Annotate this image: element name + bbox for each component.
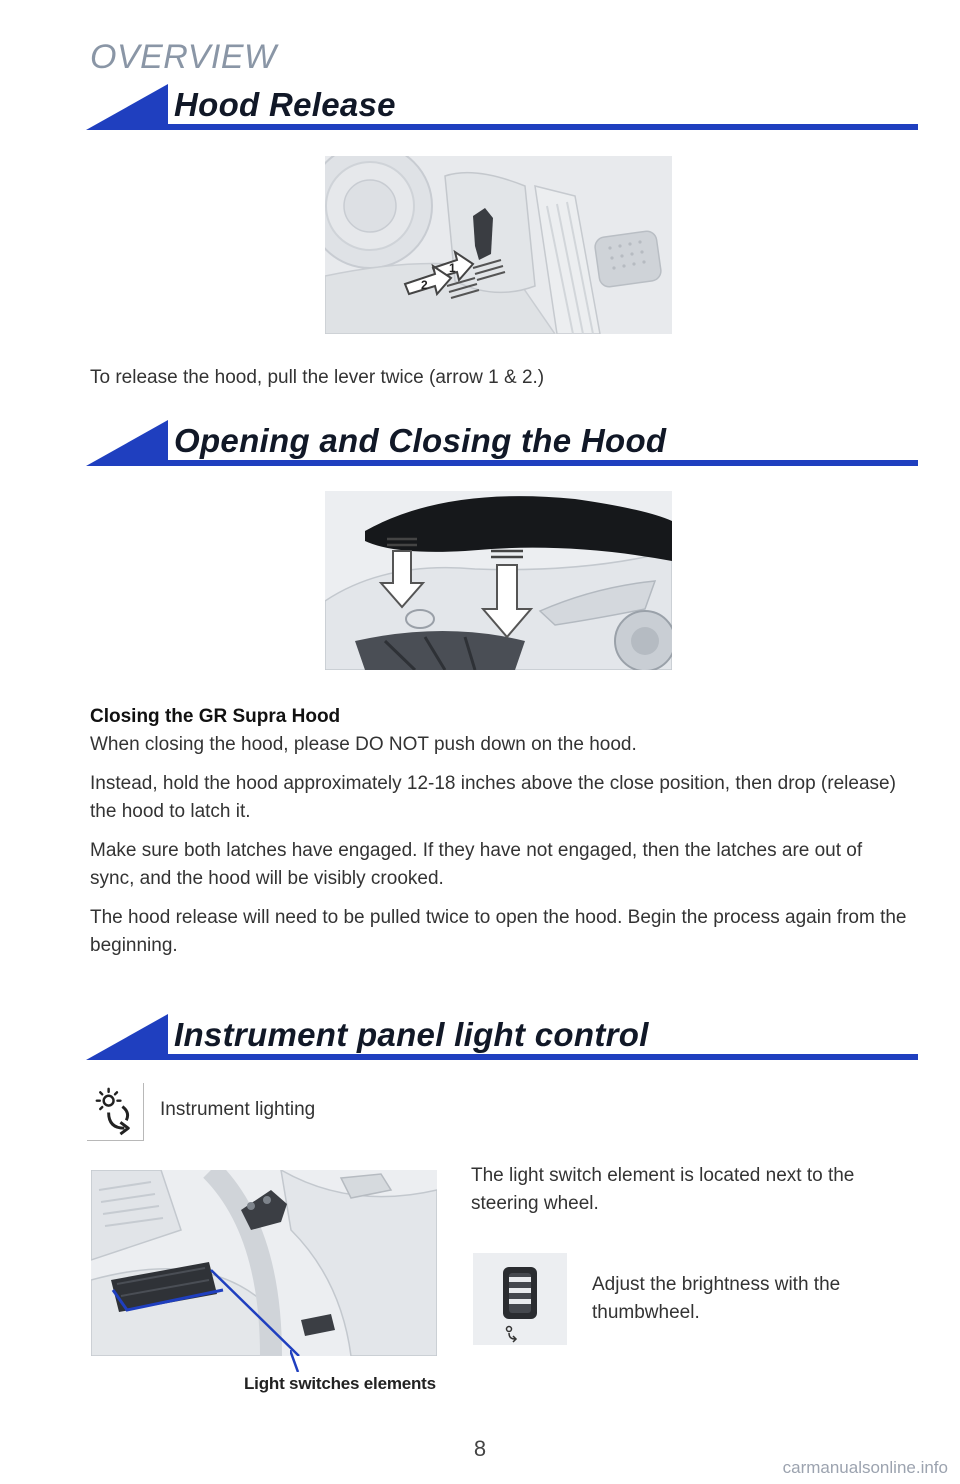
paragraph: The hood release will need to be pulled twice to open the hood. Begin the process again from the beginning. [90,907,907,956]
instrument-lighting-label: Instrument lighting [160,1099,316,1120]
header-accent [86,1014,168,1060]
section-title: Instrument panel light control [174,1016,649,1053]
hood-release-lever-figure [325,156,672,334]
watermark: carmanualsonline.info [782,1458,948,1477]
thumbwheel-text: Adjust the brightness with the thumbwheel. [592,1274,841,1323]
car-hood-illustration [325,491,672,670]
paragraph: Make sure both latches have engaged. If they have not engaged, then the latches are out of sync, and the hood will be visibly crooked. [90,840,863,889]
closing-subhead: Closing the GR Supra Hood [90,706,341,727]
section-header-hood-release [86,84,918,130]
arrow-label-1: 1 [449,261,456,275]
dashboard-illustration [91,1170,437,1356]
thumbwheel-figure [473,1253,567,1345]
section-title: Hood Release [174,86,396,123]
light-switch-location-text: The light switch element is located next to the steering wheel. [471,1165,855,1214]
instrument-lighting-icon [87,1083,144,1141]
hood-closing-figure [325,491,672,670]
page-header: OVERVIEW [90,38,277,76]
instrument-lighting-symbol [87,1083,143,1140]
arrow-label-2: 2 [421,278,428,292]
header-rule [164,124,918,130]
thumbwheel-illustration [473,1253,567,1345]
header-rule [164,1054,918,1060]
hood-release-illustration [325,156,672,334]
section-header-opening-closing [86,420,918,466]
section-header-instrument-panel [86,1014,918,1060]
header-rule [164,460,918,466]
closing-instructions [90,703,910,971]
header-accent [86,420,168,466]
header-accent [86,84,168,130]
page-number: 8 [473,1436,487,1461]
light-switches-callout: Light switches elements [244,1374,436,1393]
section-title: Opening and Closing the Hood [174,422,667,459]
hood-release-caption: To release the hood, pull the lever twice (arrow 1 & 2.) [90,367,545,388]
light-switch-location-figure [91,1170,437,1356]
paragraph: Instead, hold the hood approximately 12-18 inches above the close position, then drop (release) the hood to latch it. [90,773,896,822]
paragraph: When closing the hood, please DO NOT push down on the hood. [90,734,637,755]
callout-leader-line [290,1350,310,1372]
